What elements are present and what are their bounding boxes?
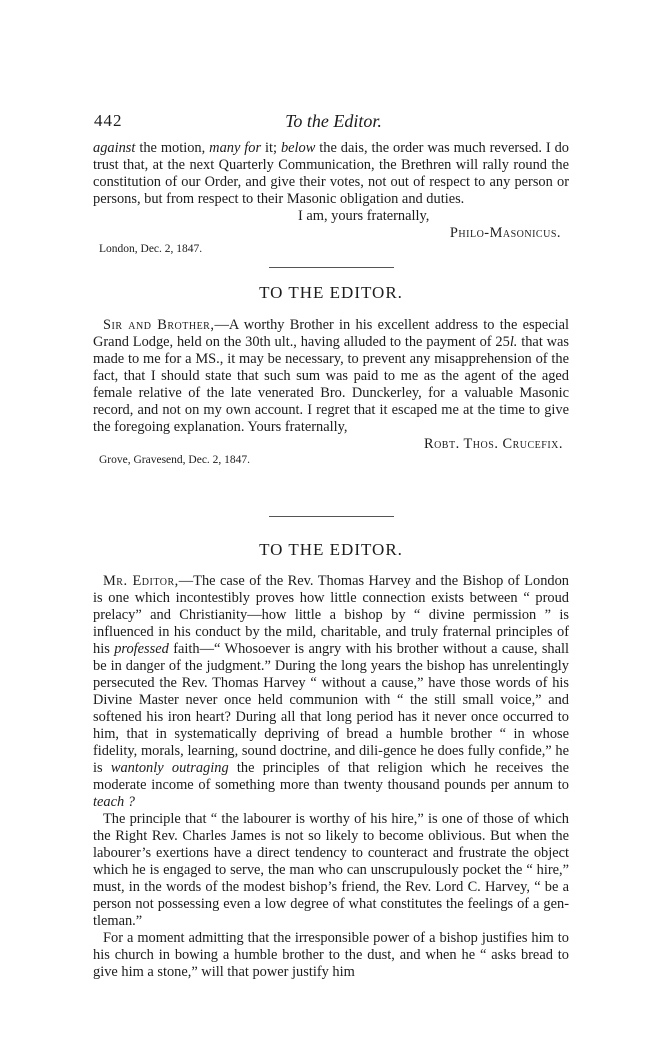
letter-paragraph: For a moment admitting that the irresponsible power of a bishop justifies him to his church in bowing a humble brother to the dust, and when he “ asks bread to give him a stone,” will that power justify him [93,930,569,980]
section-divider [93,506,569,528]
running-title: To the Editor. [285,111,382,131]
letter-paragraph [93,573,569,811]
salutation: Sir and Brother, [103,317,215,333]
closing-line: I am, yours fraternally, [298,208,430,224]
signature-philo-masonicus: Philo-Masonicus. [449,225,561,241]
letter-title: TO THE EDITOR. [259,283,403,302]
salutation: Mr. Editor, [103,573,179,589]
continuation-paragraph: against the motion, many for it; below the dais, the order was much reversed. I do trust that, at the next Quarterly Communication, the Brethren will rally round the constitution of our Order, and give their votes, not out of respect to any person or persons, but from respect to their Masonic obligation and duties. [93,140,569,207]
spacer [93,468,569,506]
page-body [93,140,569,981]
dateline-london: London, Dec. 2, 1847. [99,243,203,255]
signature-crucefix: Robt. Thos. Crucefix. [423,436,563,452]
letter-text: —A worthy Brother in his excellent address to the especial Grand Lodge, held on the 30th ult., having alluded to the payment of 25l. that was made to me for a MS., it may be necessary, to prevent any misapprehension of the fact, that I should state that such sum was paid to me as the agent of the aged female relative of the late venerated Bro. Dunckerley, for a valuable Masonic record, and not on my own account. I regret that it escaped me at the time to give the foregoing explanation. Yours fraternally, [93,317,570,435]
letter-paragraph: The principle that “ the labourer is worthy of his hire,” is one of those of which the Right Rev. Charles James is not so likely to become oblivious. But when the labourer’s exertions have a direct tendency to counteract and frustrate the object which he is engaged to serve, the man who can unscrupulously pocket the “ hire,” must, in the words of the modest bishop’s friend, the Rev. Lord C. Harvey, “ be a person not possessing even a low degree of what constitutes the feelings of a gen-tleman.” [93,811,569,929]
page-header [94,111,573,137]
section-divider [93,257,569,279]
spacer [93,528,569,540]
letter-title: TO THE EDITOR. [259,540,403,559]
dateline-grove: Grove, Gravesend, Dec. 2, 1847. [99,454,251,466]
letter-text: —The case of the Rev. Thomas Harvey and the Bishop of London is one which incontestibly proves how little connection exists between “ proud prelacy” and Christianity—how little a bishop by “ divine permission ” is influenced in his conduct by the mild, charitable, and truly fraternal principles of his professed faith—“ Whosoever is angry with his brother without a cause, shall be in danger of the judgment.” During the long years the bishop has unrelentingly persecuted the Rev. Thomas Harvey “ without a cause,” have those words of his Divine Master never once held communion with “ the still small voice,” and softened his iron heart? During all that long period has it never once occurred to him, that in systematically depriving of bread a humble brother “ in whose fidelity, morals, learning, sound doctrine, and dili-gence he does fully confide,” he is wantonly outraging the principles of that religion which he receives the moderate income of something more than twenty thousand pounds per annum to teach ? [93,573,570,810]
page-number: 442 [94,111,123,130]
letter-paragraph [93,317,569,436]
